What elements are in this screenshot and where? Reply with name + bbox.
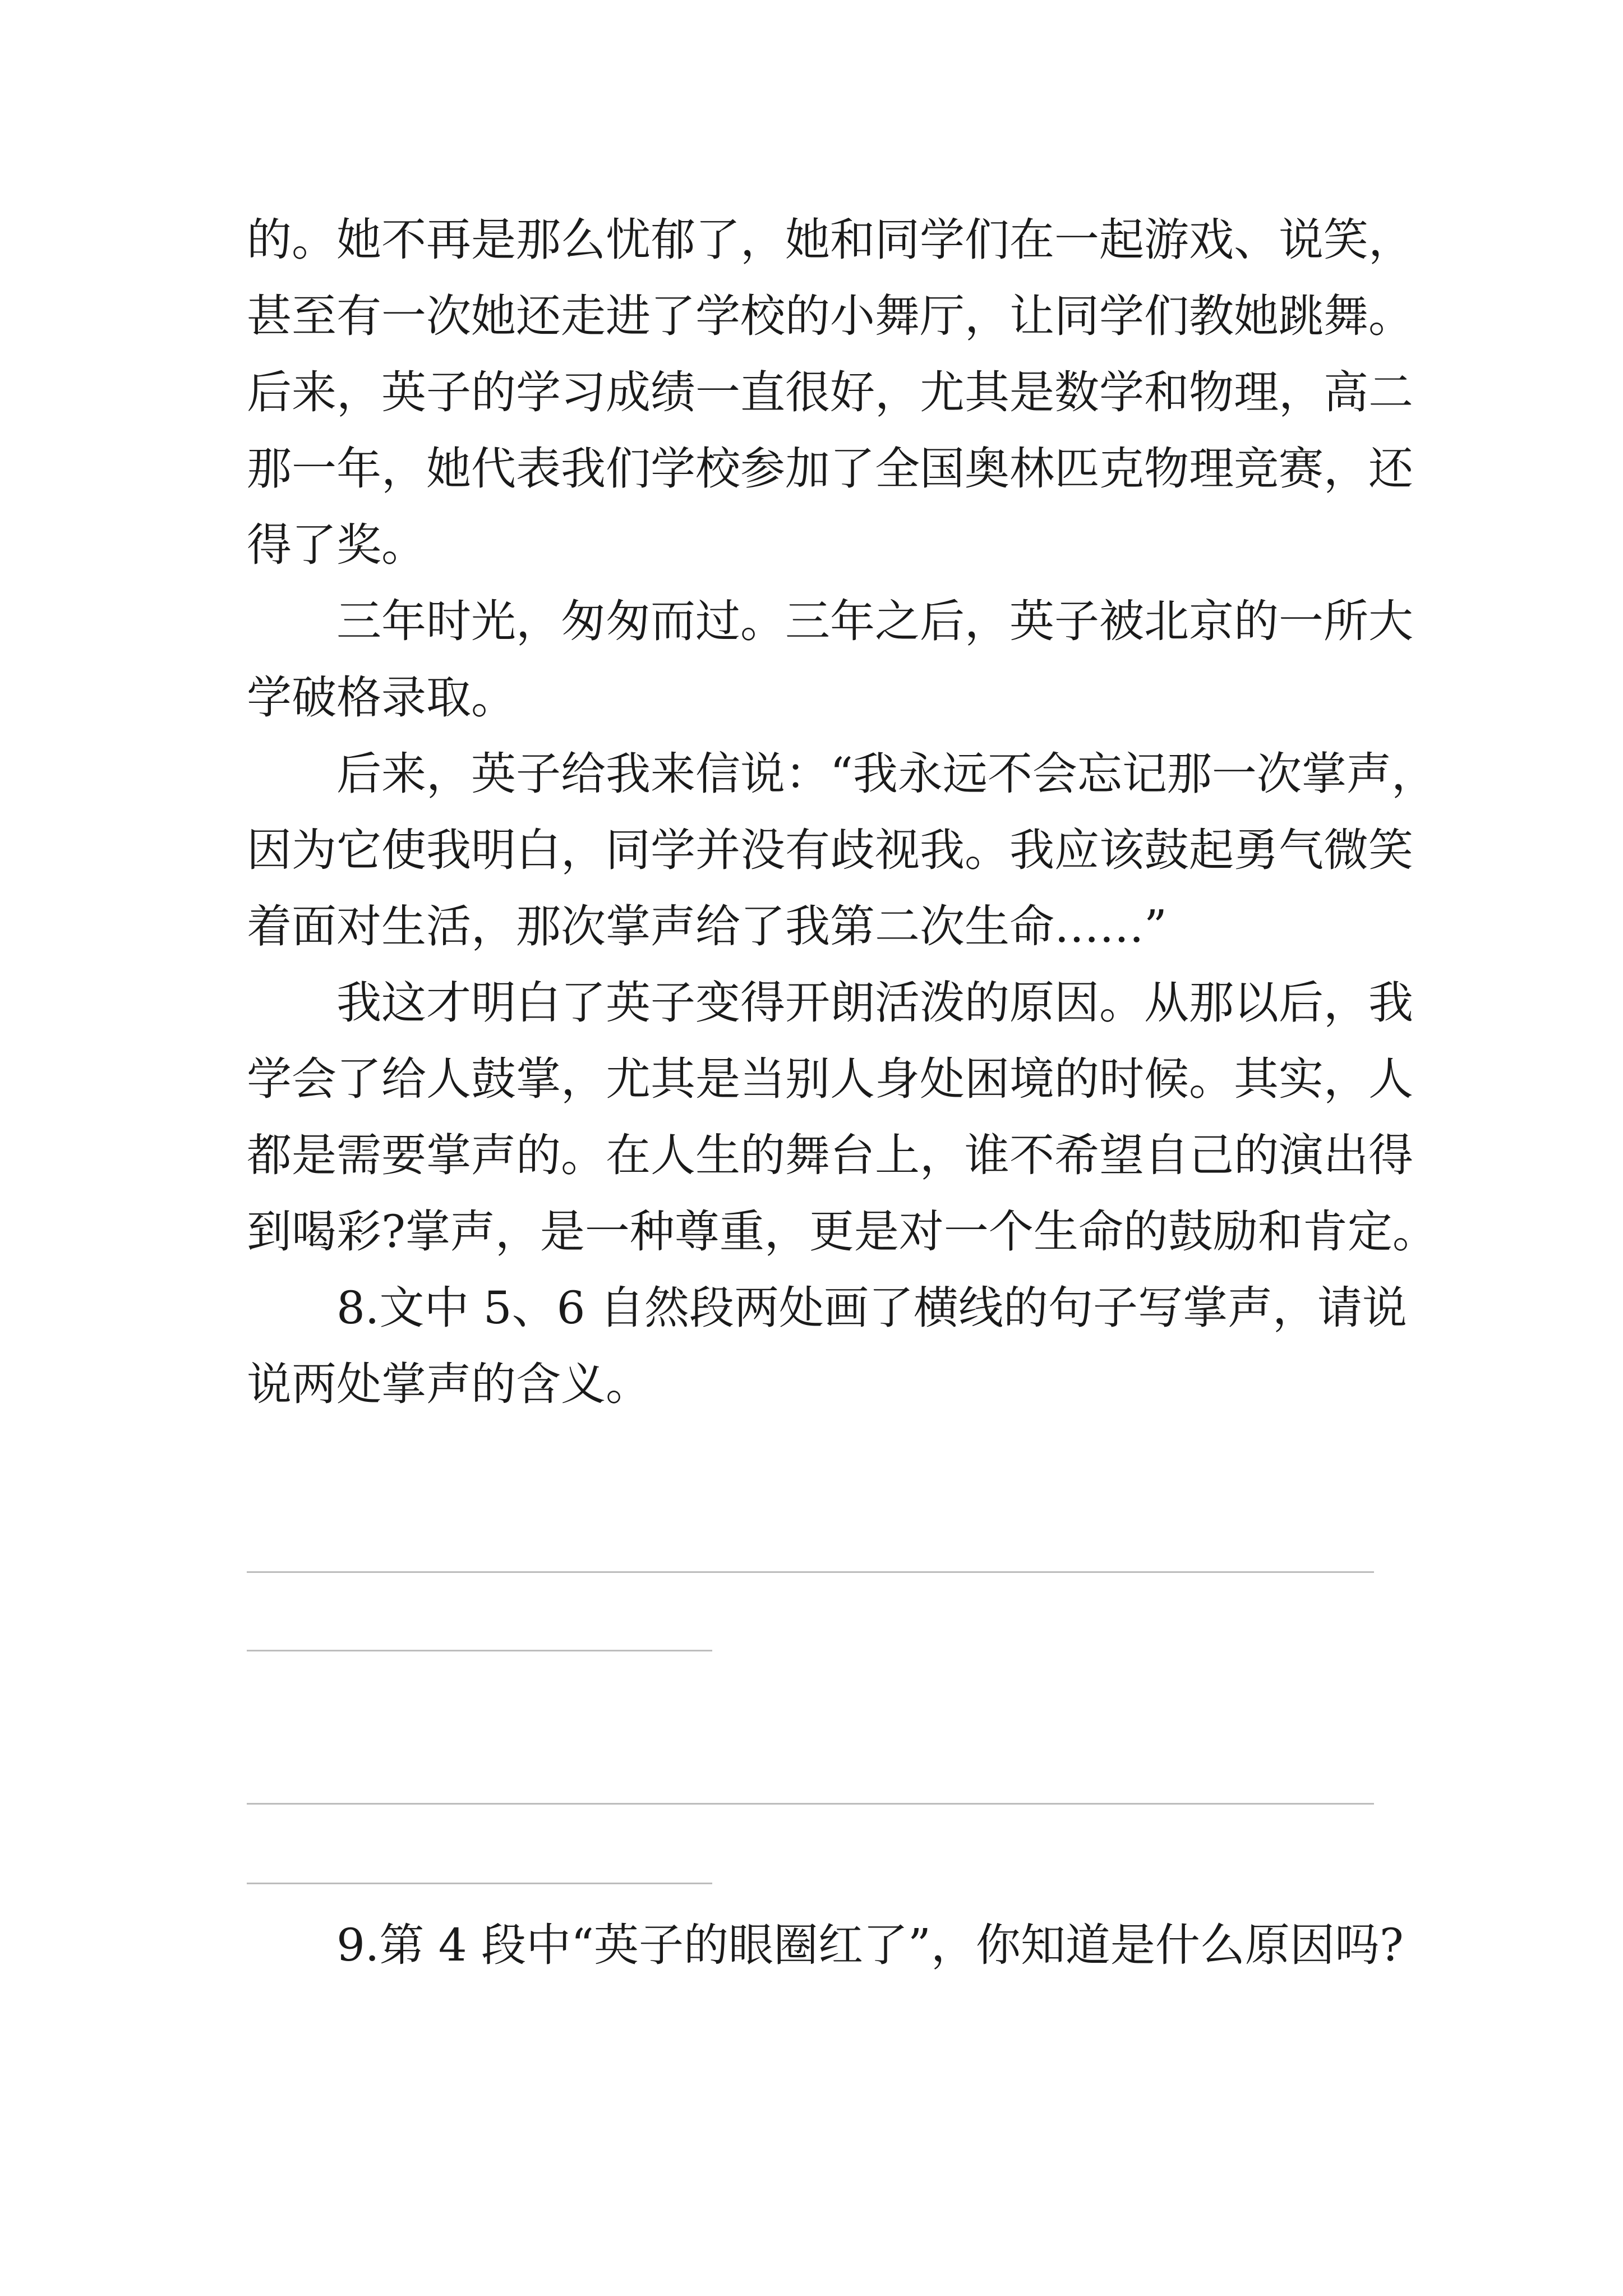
question-8-line-1: 8.文中 5、6 自然段两处画了横线的句子写掌声，请说 <box>336 1282 1407 1334</box>
paragraph-4-line-2: 学会了给人鼓掌，尤其是当别人身处困境的时候。其实，人 <box>247 1053 1413 1105</box>
paragraph-3-line-1: 后来，英子给我来信说：“我永远不会忘记那一次掌声， <box>336 748 1436 800</box>
paragraph-1-line-5: 得了奖。 <box>247 519 426 571</box>
answer-line-4[interactable] <box>247 1883 712 1884</box>
paragraph-1-line-2: 甚至有一次她还走进了学校的小舞厅，让同学们教她跳舞。 <box>247 290 1413 342</box>
paragraph-1-line-3: 后来，英子的学习成绩一直很好，尤其是数学和物理，高二 <box>247 366 1413 418</box>
answer-line-3[interactable] <box>247 1803 1374 1805</box>
paragraph-3-line-2: 因为它使我明白，同学并没有歧视我。我应该鼓起勇气微笑 <box>247 824 1413 876</box>
paragraph-2-line-1: 三年时光，匆匆而过。三年之后，英子被北京的一所大 <box>336 595 1413 647</box>
paragraph-3-line-3: 着面对生活，那次掌声给了我第二次生命……” <box>247 900 1167 953</box>
paragraph-2-line-2: 学破格录取。 <box>247 671 516 724</box>
question-9-line-1: 9.第 4 段中“英子的眼圈红了”，你知道是什么原因吗? <box>336 1919 1404 1971</box>
question-8-line-2: 说两处掌声的含义。 <box>247 1358 651 1410</box>
paragraph-4-line-1: 我这才明白了英子变得开朗活泼的原因。从那以后，我 <box>336 977 1413 1029</box>
paragraph-1-line-4: 那一年，她代表我们学校参加了全国奥林匹克物理竞赛，还 <box>247 443 1413 495</box>
paragraph-1-line-1: 的。她不再是那么忧郁了，她和同学们在一起游戏、说笑， <box>247 214 1413 266</box>
paragraph-4-line-3: 都是需要掌声的。在人生的舞台上，谁不希望自己的演出得 <box>247 1129 1413 1181</box>
paragraph-4-line-4: 到喝彩?掌声，是一种尊重，更是对一个生命的鼓励和肯定。 <box>247 1205 1437 1258</box>
answer-line-1[interactable] <box>247 1571 1374 1573</box>
answer-line-2[interactable] <box>247 1650 712 1651</box>
